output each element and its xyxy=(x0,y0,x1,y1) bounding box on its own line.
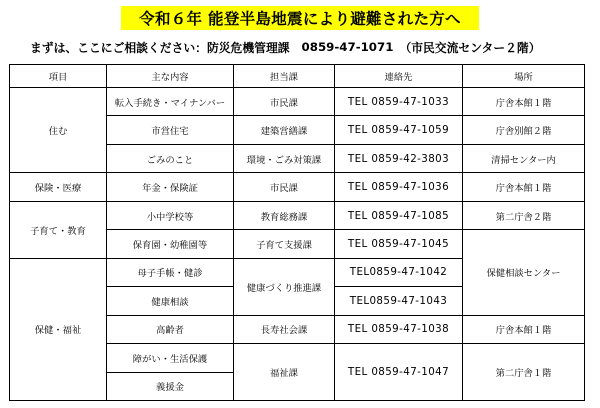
header-contact: 連絡先 xyxy=(335,65,463,88)
header-location: 場所 xyxy=(463,65,585,88)
department-cell: 建築営繕課 xyxy=(234,116,335,144)
content-cell: 高齢者 xyxy=(107,315,234,343)
content-cell: 母子手帳・健診 xyxy=(107,258,234,286)
header-content: 主な内容 xyxy=(107,65,234,88)
department-cell: 福祉課 xyxy=(234,344,335,401)
title-banner xyxy=(121,6,479,30)
location-cell: 第二庁舎１階 xyxy=(463,344,585,401)
department-cell: 子育て支援課 xyxy=(234,230,335,258)
contact-cell: TEL 0859-47-1038 xyxy=(335,315,463,343)
content-cell: 障がい・生活保護 xyxy=(107,344,234,372)
content-cell: ごみのこと xyxy=(107,144,234,172)
item-cell: 子育て・教育 xyxy=(10,201,107,258)
content-cell: 健康相談 xyxy=(107,287,234,315)
location-cell: 第二庁舎２階 xyxy=(463,201,585,229)
department-cell: 健康づくり推進課 xyxy=(234,258,335,315)
contact-cell: TEL 0859-47-1045 xyxy=(335,230,463,258)
contact-cell: TEL 0859-47-1036 xyxy=(335,173,463,201)
location-cell: 庁舎本館１階 xyxy=(463,315,585,343)
department-cell: 環境・ごみ対策課 xyxy=(234,144,335,172)
content-cell: 年金・保険証 xyxy=(107,173,234,201)
contact-cell: TEL 0859-47-1059 xyxy=(335,116,463,144)
page-title: 令和６年 能登半島地震により避難された方へ xyxy=(139,10,461,28)
location-cell: 保健相談センター xyxy=(463,230,585,315)
location-cell: 庁舎別館２階 xyxy=(463,116,585,144)
location-cell: 庁舎本館１階 xyxy=(463,173,585,201)
contact-cell: TEL0859-47-1042 xyxy=(335,258,463,286)
department-cell: 長寿社会課 xyxy=(234,315,335,343)
header-item: 項目 xyxy=(10,65,107,88)
table-row xyxy=(10,173,585,201)
consultation-text: まずは、ここにご相談ください：防災危機管理課 xyxy=(30,40,290,55)
contact-cell: TEL 0859-47-1047 xyxy=(335,344,463,401)
item-cell: 住む xyxy=(10,88,107,173)
content-cell: 小中学校等 xyxy=(107,201,234,229)
department-cell: 教育総務課 xyxy=(234,201,335,229)
location-cell: 清掃センター内 xyxy=(463,144,585,172)
consultation-line xyxy=(30,38,600,56)
consultation-phone: 0859-47-1071 xyxy=(301,40,394,54)
contact-cell: TEL 0859-47-1085 xyxy=(335,201,463,229)
content-cell: 保育園・幼稚園等 xyxy=(107,230,234,258)
department-cell: 市民課 xyxy=(234,88,335,116)
item-cell: 保険・医療 xyxy=(10,173,107,201)
content-cell: 義援金 xyxy=(107,372,234,400)
item-cell: 保健・福祉 xyxy=(10,258,107,400)
contact-cell: TEL 0859-42-3803 xyxy=(335,144,463,172)
contact-cell: TEL 0859-47-1033 xyxy=(335,88,463,116)
content-cell: 転入手続き・マイナンバー xyxy=(107,88,234,116)
consultation-location: （市民交流センター２階） xyxy=(399,40,541,55)
contact-cell: TEL0859-47-1043 xyxy=(335,287,463,315)
content-cell: 市営住宅 xyxy=(107,116,234,144)
contacts-table xyxy=(9,64,585,401)
department-cell: 市民課 xyxy=(234,173,335,201)
table-row xyxy=(10,201,585,229)
header-department: 担当課 xyxy=(234,65,335,88)
location-cell: 庁舎本館１階 xyxy=(463,88,585,116)
table-header-row xyxy=(10,65,585,88)
table-row xyxy=(10,88,585,116)
